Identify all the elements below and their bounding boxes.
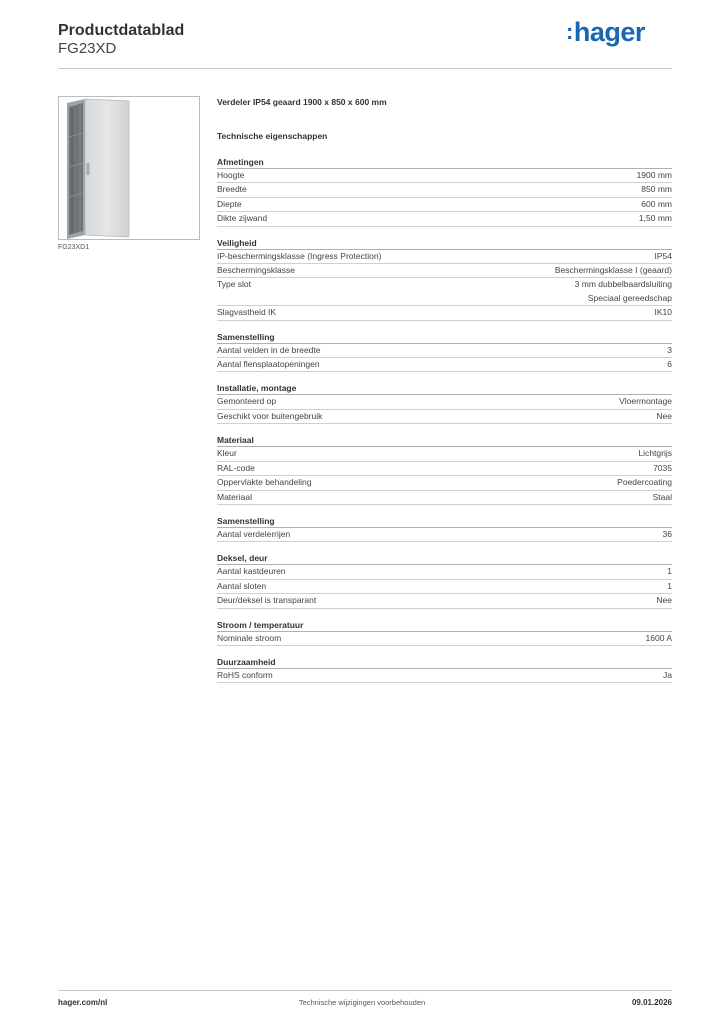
spec-group-title: Samenstelling: [217, 331, 672, 344]
page-title: Productdatablad: [58, 22, 185, 39]
spec-row: [217, 250, 672, 264]
spec-label: Oppervlakte behandeling: [217, 477, 312, 488]
spec-group-title: Stroom / temperatuur: [217, 619, 672, 632]
spec-group-title: Samenstelling: [217, 515, 672, 528]
spec-row: [217, 358, 672, 372]
spec-value: Vloermontage: [619, 396, 672, 407]
spec-value: Nee: [656, 595, 672, 606]
spec-value: 6: [667, 359, 672, 370]
spec-group-title: Materiaal: [217, 434, 672, 447]
spec-label: RAL-code: [217, 462, 255, 473]
spec-group: [217, 619, 672, 646]
spec-label: Aantal flensplaatopeningen: [217, 359, 320, 370]
spec-label: Breedte: [217, 184, 247, 195]
spec-group: [217, 382, 672, 424]
spec-row: [217, 278, 672, 306]
spec-label: Dikte zijwand: [217, 213, 268, 224]
product-title: Verdeler IP54 geaard 1900 x 850 x 600 mm: [217, 97, 387, 107]
spec-group-title: Afmetingen: [217, 156, 672, 169]
spec-value: Ja: [663, 669, 672, 680]
spec-row: [217, 594, 672, 608]
spec-label: Aantal sloten: [217, 580, 267, 591]
spec-value: IP54: [654, 250, 672, 261]
spec-label: Deur/deksel is transparant: [217, 595, 317, 606]
spec-row: [217, 169, 672, 183]
spec-row: [217, 669, 672, 683]
spec-row: [217, 212, 672, 226]
spec-label: Slagvastheid IK: [217, 307, 277, 318]
spec-row: [217, 528, 672, 542]
spec-value: 1: [667, 580, 672, 591]
spec-label: Aantal kastdeuren: [217, 566, 286, 577]
spec-group: [217, 237, 672, 321]
section-heading: Technische eigenschappen: [217, 131, 328, 141]
spec-group: [217, 156, 672, 227]
logo-text: hager: [573, 17, 645, 47]
spec-row: [217, 491, 672, 505]
spec-value: 3: [667, 344, 672, 355]
spec-row: [217, 447, 672, 461]
spec-value: Nee: [656, 410, 672, 421]
spec-table: [217, 156, 672, 693]
spec-value: 36: [662, 528, 672, 539]
spec-group-title: Installatie, montage: [217, 382, 672, 395]
spec-label: Geschikt voor buitengebruik: [217, 410, 323, 421]
product-code: FG23XD: [58, 40, 117, 57]
spec-value: 3 mm dubbelbaardsluiting Speciaal gereedschap: [574, 279, 672, 303]
spec-value: Lichtgrijs: [638, 448, 672, 459]
spec-row: [217, 410, 672, 424]
spec-label: Aantal velden in de breedte: [217, 344, 321, 355]
cabinet-illustration-icon: [59, 97, 199, 239]
spec-label: Hoogte: [217, 170, 245, 180]
spec-label: Diepte: [217, 198, 242, 209]
logo-dots-icon: :: [566, 19, 573, 44]
spec-value: 850 mm: [641, 184, 672, 195]
spec-row: [217, 632, 672, 646]
footer-note: Technische wijzigingen voorbehouden: [298, 998, 426, 1007]
spec-label: Beschermingsklasse: [217, 265, 295, 276]
product-image: [58, 96, 200, 240]
spec-label: IP-beschermingsklasse (Ingress Protection): [217, 250, 382, 261]
spec-value: Staal: [652, 491, 672, 502]
spec-value: 1,50 mm: [638, 213, 672, 224]
spec-row: [217, 306, 672, 320]
header-divider: [58, 68, 672, 69]
spec-label: RoHS conform: [217, 669, 273, 680]
spec-group: [217, 434, 672, 505]
spec-group-title: Veiligheid: [217, 237, 672, 250]
spec-row: [217, 565, 672, 579]
spec-row: [217, 395, 672, 409]
spec-value: 1: [667, 566, 672, 577]
spec-row: [217, 344, 672, 358]
spec-value: IK10: [654, 307, 672, 318]
spec-row: [217, 198, 672, 212]
spec-label: Nominale stroom: [217, 632, 282, 643]
spec-group: [217, 656, 672, 683]
footer-divider: [58, 990, 672, 991]
image-caption: FG23XD1: [58, 244, 90, 251]
spec-value: Beschermingsklasse I (geaard): [554, 265, 672, 276]
spec-label: Aantal verdelerrijen: [217, 528, 291, 539]
spec-label: Gemonteerd op: [217, 396, 277, 407]
footer-website[interactable]: hager.com/nl: [58, 998, 108, 1007]
spec-row: [217, 476, 672, 490]
spec-group-title: Duurzaamheid: [217, 656, 672, 669]
spec-group-title: Deksel, deur: [217, 552, 672, 565]
spec-row: [217, 183, 672, 197]
footer-date: 09.01.2026: [631, 998, 672, 1007]
spec-label: Type slot: [217, 279, 252, 290]
spec-value: 1900 mm: [636, 170, 672, 180]
hager-logo: [566, 16, 645, 48]
spec-group: [217, 515, 672, 542]
spec-value: Poedercoating: [617, 477, 672, 488]
spec-label: Materiaal: [217, 491, 252, 502]
spec-group: [217, 331, 672, 373]
spec-value: 1600 A: [645, 632, 672, 643]
spec-row: [217, 580, 672, 594]
spec-row: [217, 462, 672, 476]
spec-value: 600 mm: [641, 198, 672, 209]
spec-label: Kleur: [217, 448, 237, 459]
spec-row: [217, 264, 672, 278]
spec-value: 7035: [653, 462, 672, 473]
spec-group: [217, 552, 672, 608]
